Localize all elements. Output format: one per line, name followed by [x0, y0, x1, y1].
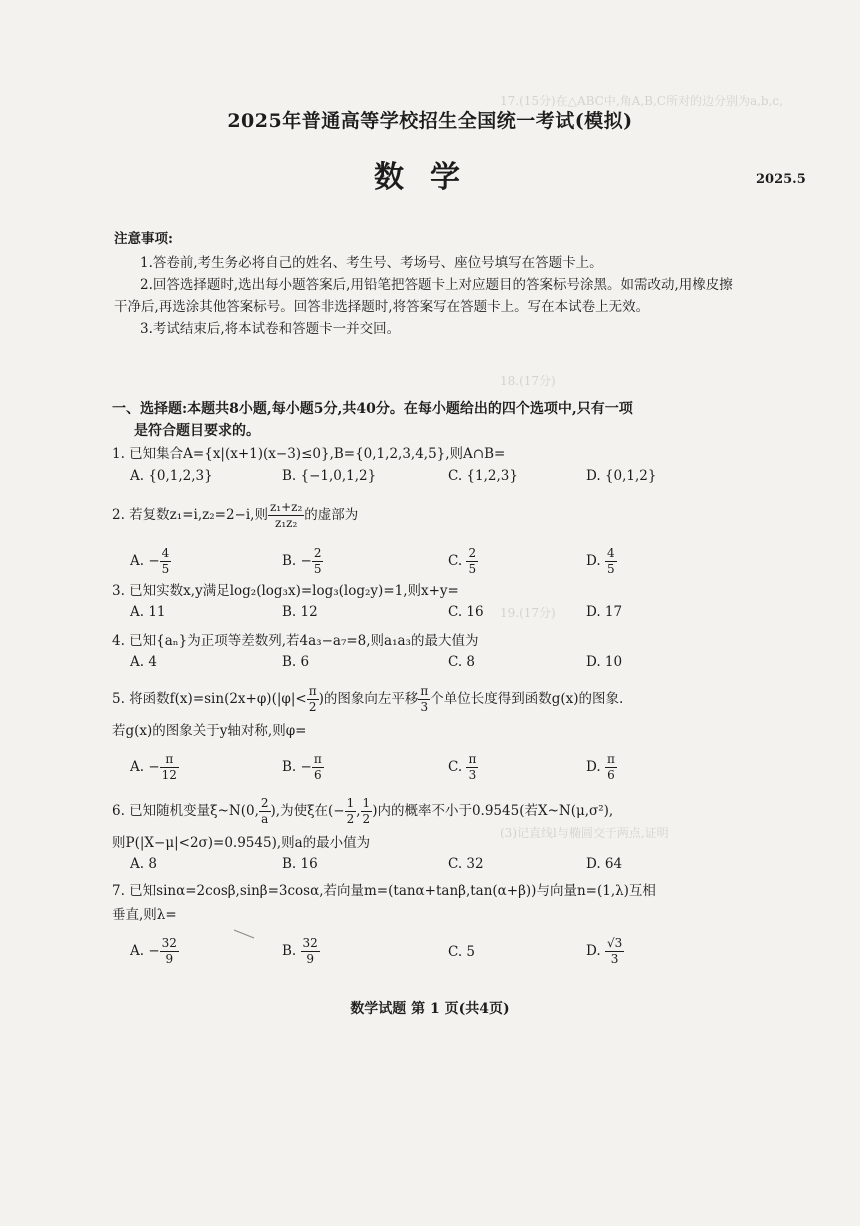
option-d: D. 17	[586, 604, 623, 620]
option-c: C. 5	[448, 944, 476, 960]
bleed-through-text: 18.(17分)	[500, 374, 556, 388]
question-3-stem: 3. 已知实数x,y满足log₂(log₃x)=log₃(log₂y)=1,则x+y=	[112, 583, 459, 599]
option-d: D. {0,1,2}	[586, 468, 657, 484]
fraction: $\frac{\pi}{2}$	[308, 684, 317, 714]
fraction: $\frac{\text{z₁+z₂}}{\text{z₁z₂}}$	[269, 500, 303, 530]
option-b: B. − $\frac{\pi}{6}$	[282, 752, 322, 782]
question-7-stem: 7. 已知sinα=2cosβ,sinβ=3cosα,若向量m=(tanα+tanβ,tan(α+β))与向量n=(1,λ)互相	[112, 883, 656, 899]
question-6-options	[130, 856, 750, 880]
option-d: D. 64	[586, 856, 623, 872]
subject-title: 数学	[374, 160, 486, 195]
section-heading	[112, 398, 742, 442]
option-a: A. 11	[130, 604, 166, 620]
section-heading-line: 一、选择题:本题共8小题,每小题5分,共40分。在每小题给出的四个选项中,只有一项	[112, 401, 633, 417]
option-d: D. $\frac{4}{5}$	[586, 546, 615, 576]
question-7-options	[130, 936, 750, 966]
option-c: C. $\frac{2}{5}$	[448, 546, 477, 576]
instruction-item: 3.考试结束后,将本试卷和答题卡一并交回。	[140, 321, 401, 337]
option-c: C. 16	[448, 604, 484, 620]
question-7-stem-line2: 垂直,则λ=	[112, 907, 177, 923]
question-6-stem: 6. 已知随机变量ξ~N(0, $\frac{2}{a}$ ),为使ξ在(− $\frac{1}{2}$ , $\frac{1}{2}$ )内的概率不小于0.9545(若X~N(μ,σ²),	[112, 796, 614, 826]
option-a: A. 4	[130, 654, 157, 670]
question-5-stem-line2: 若g(x)的图象关于y轴对称,则φ=	[112, 723, 307, 739]
option-b: B. 16	[282, 856, 318, 872]
question-5-stem: 5. 将函数f(x)=sin(2x+φ)(|φ|< $\frac{\pi}{2}$ )的图象向左平移 $\frac{\pi}{3}$ 个单位长度得到函数g(x)的图象.	[112, 684, 624, 714]
instructions	[114, 228, 734, 340]
page-footer: 数学试题 第 1 页(共4页)	[350, 1001, 510, 1017]
exam-title: 2025年普通高等学校招生全国统一考试(模拟)	[227, 110, 633, 132]
question-2-stem: 2. 若复数z₁=i,z₂=2−i,则 $\frac{\text{z₁+z₂}}{\text{z₁z₂}}$ 的虚部为	[112, 500, 359, 530]
section-heading-line: 是符合题目要求的。	[134, 423, 260, 439]
bleed-through-text: (3)记直线l与椭圆交于两点,证明	[500, 826, 669, 840]
option-c: C. 8	[448, 654, 476, 670]
option-b: B. $\frac{32}{9}$	[282, 936, 318, 966]
option-d: D. $\frac{\pi}{6}$	[586, 752, 615, 782]
option-d: D. $\frac{√3}{3}$	[586, 936, 623, 966]
option-b: B. 12	[282, 604, 318, 620]
option-c: C. {1,2,3}	[448, 468, 518, 484]
fraction: $\frac{2}{a}$	[260, 796, 269, 826]
fraction: $\frac{\pi}{3}$	[420, 684, 429, 714]
question-1-stem: 1. 已知集合A={x|(x+1)(x−3)≤0},B={0,1,2,3,4,5},则A∩B=	[112, 446, 506, 462]
exam-date: 2025.5	[756, 172, 806, 187]
instruction-item: 2.回答选择题时,选出每小题答案后,用铅笔把答题卡上对应题目的答案标号涂黑。如需改动,用橡皮擦干净后,再选涂其他答案标号。回答非选择题时,将答案写在答题卡上。写在本试卷上无效。	[114, 277, 733, 315]
question-3-options	[130, 604, 750, 628]
question-4-stem: 4. 已知{aₙ}为正项等差数列,若4a₃−a₇=8,则a₁a₃的最大值为	[112, 633, 479, 649]
option-b: B. − $\frac{2}{5}$	[282, 546, 322, 576]
question-1-options	[130, 468, 750, 492]
bleed-through-text: 17.(15分)在△ABC中,角A,B,C所对的边分别为a,b,c,	[500, 94, 783, 108]
option-c: C. 32	[448, 856, 484, 872]
option-d: D. 10	[586, 654, 623, 670]
fraction: $\frac{1}{2}$	[362, 796, 371, 826]
instructions-heading: 注意事项:	[114, 231, 173, 247]
bleed-through-text: 19.(17分)	[500, 606, 556, 620]
option-a: A. 8	[130, 856, 157, 872]
option-b: B. {−1,0,1,2}	[282, 468, 377, 484]
question-5-options	[130, 752, 750, 782]
option-b: B. 6	[282, 654, 310, 670]
option-a: A. − $\frac{\pi}{12}$	[130, 752, 177, 782]
option-a: A. {0,1,2,3}	[130, 468, 213, 484]
option-a: A. − $\frac{32}{9}$	[130, 936, 177, 966]
option-a: A. − $\frac{4}{5}$	[130, 546, 170, 576]
fraction: $\frac{1}{2}$	[346, 796, 355, 826]
option-c: C. $\frac{\pi}{3}$	[448, 752, 477, 782]
question-2-options	[130, 546, 750, 576]
question-4-options	[130, 654, 750, 678]
instruction-item: 1.答卷前,考生务必将自己的姓名、考生号、考场号、座位号填写在答题卡上。	[140, 255, 603, 271]
question-6-stem-line2: 则P(|X−μ|<2σ)=0.9545),则a的最小值为	[112, 835, 371, 851]
